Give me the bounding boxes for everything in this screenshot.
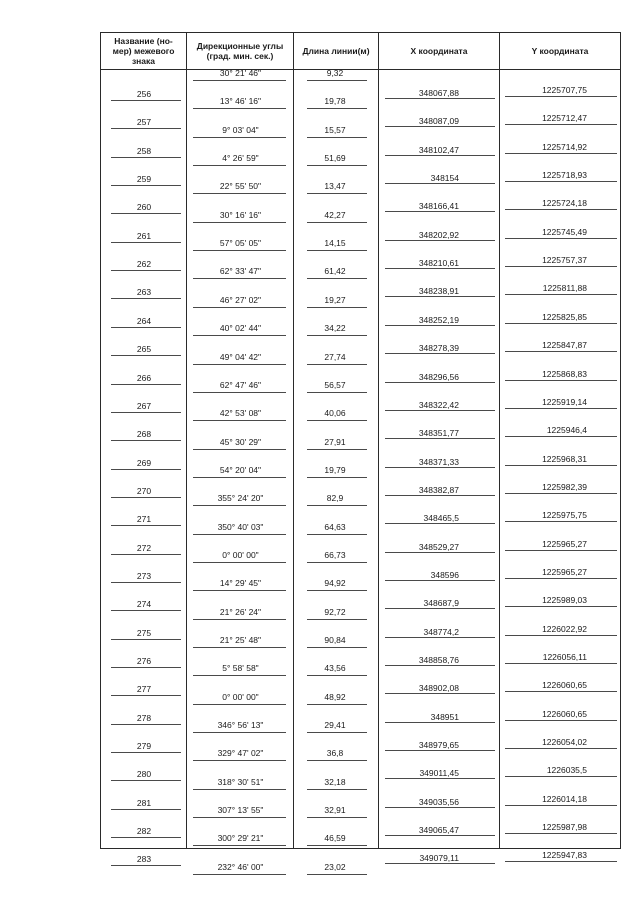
point-underline: [111, 185, 181, 186]
segment-underline: [307, 505, 367, 506]
segment-underline: [193, 222, 286, 223]
point-underline: [111, 497, 181, 498]
point-underline: [111, 412, 181, 413]
y-coordinate-value: 1225712,47: [542, 113, 587, 124]
mark-name-value: 281: [136, 797, 152, 808]
point-underline: [385, 325, 495, 326]
segment-underline: [307, 278, 367, 279]
point-underline: [505, 720, 617, 721]
mark-name-value: 272: [136, 542, 152, 553]
segment-underline: [307, 250, 367, 251]
line-length-value: 14,15: [324, 238, 346, 249]
segment-underline: [307, 80, 367, 81]
direction-angle-value: 49° 04' 42": [219, 351, 262, 362]
segment-underline: [193, 845, 286, 846]
point-underline: [385, 693, 495, 694]
x-coordinate-value: 348951: [430, 711, 459, 722]
point-underline: [111, 610, 181, 611]
point-underline: [385, 807, 495, 808]
x-coordinate-value: 348278,39: [418, 343, 459, 354]
point-underline: [505, 323, 617, 324]
mark-name-value: 279: [136, 741, 152, 752]
mark-name-value: 277: [136, 684, 152, 695]
x-coordinate-value: 349011,45: [419, 768, 459, 779]
point-underline: [505, 465, 617, 466]
segment-underline: [193, 789, 286, 790]
point-underline: [385, 467, 495, 468]
segment-underline: [307, 562, 367, 563]
segment-underline: [193, 562, 286, 563]
direction-angle-value: 0° 00' 00": [222, 549, 259, 560]
segment-underline: [193, 534, 286, 535]
point-underline: [505, 238, 617, 239]
direction-angle-value: 30° 21' 46": [219, 68, 262, 78]
point-underline: [505, 776, 617, 777]
line-length-value: 48,92: [324, 691, 346, 702]
line-length-value: 32,91: [324, 805, 346, 816]
line-length-value: 46,59: [324, 833, 346, 844]
segment-underline: [193, 193, 286, 194]
x-coordinate-value: 348687,9: [423, 598, 459, 609]
segment-underline: [307, 704, 367, 705]
point-underline: [385, 665, 495, 666]
mark-name-value: 268: [136, 429, 152, 440]
point-underline: [505, 294, 617, 295]
line-length-value: 32,18: [324, 776, 346, 787]
line-length-value: 94,92: [324, 578, 346, 589]
direction-angle-value: 4° 26' 59": [222, 153, 259, 164]
y-coordinate-value: 1225745,49: [542, 226, 587, 237]
y-coordinate-value: 1225847,87: [542, 340, 587, 351]
point-underline: [385, 778, 495, 779]
point-underline: [385, 296, 495, 297]
y-coordinate-value: 1226035,5: [546, 765, 587, 776]
segment-underline: [193, 108, 286, 109]
segment-underline: [307, 449, 367, 450]
column-divider: [499, 33, 500, 848]
point-underline: [385, 353, 495, 354]
point-underline: [505, 96, 617, 97]
y-coordinate-value: 1226054,02: [542, 737, 587, 748]
point-underline: [111, 667, 181, 668]
point-underline: [505, 408, 617, 409]
mark-name-value: 276: [136, 656, 152, 666]
y-coordinate-value: 1225757,37: [542, 255, 587, 266]
segment-underline: [193, 250, 286, 251]
point-underline: [111, 157, 181, 158]
line-length-value: 27,74: [324, 351, 346, 362]
direction-angle-value: 21° 26' 24": [219, 606, 262, 617]
point-underline: [111, 752, 181, 753]
segment-underline: [193, 619, 286, 620]
point-underline: [111, 525, 181, 526]
segment-underline: [193, 335, 286, 336]
point-underline: [505, 380, 617, 381]
y-coordinate-value: 1226060,65: [542, 708, 587, 719]
segment-underline: [307, 165, 367, 166]
segment-underline: [193, 420, 286, 421]
point-underline: [505, 833, 617, 834]
segment-underline: [307, 874, 367, 875]
direction-angle-value: 45° 30' 29": [219, 436, 262, 447]
segment-underline: [193, 732, 286, 733]
mark-name-value: 270: [136, 485, 152, 496]
point-underline: [111, 440, 181, 441]
direction-angle-value: 300° 29' 21": [217, 833, 264, 844]
direction-angle-value: 21° 25' 48": [219, 635, 262, 645]
line-length-value: 19,78: [324, 96, 346, 107]
point-underline: [111, 695, 181, 696]
point-underline: [505, 521, 617, 522]
direction-angle-value: 232° 46' 00": [217, 861, 264, 872]
line-length-value: 27,91: [324, 436, 346, 447]
mark-name-value: 262: [136, 259, 152, 270]
y-coordinate-value: 1226060,65: [542, 680, 587, 691]
line-length-value: 42,27: [324, 209, 346, 220]
y-coordinate-value: 1225724,18: [542, 198, 587, 209]
y-coordinate-value: 1225982,39: [542, 481, 587, 492]
line-length-value: 66,73: [324, 549, 346, 560]
direction-angle-value: 57° 05' 05": [219, 238, 262, 249]
point-underline: [505, 181, 617, 182]
x-coordinate-value: 348529,27: [418, 541, 459, 552]
line-length-value: 40,06: [324, 408, 346, 419]
point-underline: [111, 270, 181, 271]
segment-underline: [307, 307, 367, 308]
point-underline: [505, 436, 617, 437]
point-underline: [505, 550, 617, 551]
segment-underline: [307, 222, 367, 223]
segment-underline: [193, 817, 286, 818]
point-underline: [111, 582, 181, 583]
segment-underline: [307, 420, 367, 421]
point-underline: [505, 805, 617, 806]
direction-angle-value: 350° 40' 03": [217, 521, 264, 532]
line-length-value: 23,02: [324, 861, 346, 872]
line-length-value: 19,27: [324, 294, 346, 305]
segment-underline: [193, 364, 286, 365]
direction-angle-value: 42° 53' 08": [219, 408, 262, 419]
y-coordinate-value: 1225868,83: [542, 368, 587, 379]
direction-angle-value: 5° 58' 58": [222, 663, 259, 674]
point-underline: [385, 410, 495, 411]
point-underline: [505, 748, 617, 749]
y-coordinate-value: 1225946,4: [546, 425, 587, 436]
mark-name-value: 278: [136, 712, 152, 723]
point-underline: [111, 469, 181, 470]
point-underline: [505, 266, 617, 267]
point-underline: [385, 183, 495, 184]
segment-underline: [193, 874, 286, 875]
mark-name-value: 263: [136, 287, 152, 298]
header-direction-angle: Дирекционные углы (град. мин. сек.): [196, 41, 284, 61]
point-underline: [505, 153, 617, 154]
point-underline: [111, 724, 181, 725]
point-underline: [111, 213, 181, 214]
x-coordinate-value: 348067,88: [418, 88, 459, 98]
segment-underline: [193, 392, 286, 393]
line-length-value: 19,79: [324, 464, 346, 475]
point-underline: [505, 124, 617, 125]
mark-name-value: 269: [136, 457, 152, 468]
segment-underline: [307, 193, 367, 194]
boundary-coordinates-table: [100, 32, 621, 872]
line-length-value: 61,42: [324, 266, 346, 277]
segment-underline: [193, 278, 286, 279]
segment-underline: [307, 364, 367, 365]
segment-underline: [193, 137, 286, 138]
segment-underline: [193, 165, 286, 166]
point-underline: [111, 554, 181, 555]
x-coordinate-value: 348154: [430, 173, 459, 184]
segment-underline: [307, 647, 367, 648]
line-length-value: 56,57: [324, 379, 346, 390]
line-length-value: 29,41: [324, 720, 346, 731]
direction-angle-value: 346° 56' 13": [217, 720, 264, 731]
point-underline: [385, 240, 495, 241]
x-coordinate-value: 348351,77: [418, 428, 459, 439]
point-underline: [111, 355, 181, 356]
direction-angle-value: 30° 16' 16": [219, 209, 262, 220]
mark-name-value: 273: [136, 570, 152, 581]
segment-underline: [307, 845, 367, 846]
point-underline: [111, 128, 181, 129]
x-coordinate-value: 348252,19: [418, 314, 459, 325]
x-coordinate-value: 348296,56: [418, 371, 459, 382]
x-coordinate-value: 348202,92: [418, 229, 459, 240]
y-coordinate-value: 1226056,11: [542, 652, 587, 662]
direction-angle-value: 22° 55' 50": [219, 181, 262, 192]
direction-angle-value: 355° 24' 20": [217, 493, 264, 504]
line-length-value: 82,9: [326, 493, 344, 504]
point-underline: [111, 327, 181, 328]
header-mark-name: Название (но- мер) межевого знака: [112, 36, 175, 66]
point-underline: [111, 100, 181, 101]
segment-underline: [307, 675, 367, 676]
header-x-coordinate: X координата: [410, 46, 468, 56]
point-underline: [111, 639, 181, 640]
mark-name-value: 264: [136, 315, 152, 326]
segment-underline: [307, 392, 367, 393]
point-underline: [111, 865, 181, 866]
line-length-value: 36,8: [326, 748, 344, 759]
y-coordinate-value: 1225987,98: [542, 822, 587, 833]
direction-angle-value: 307° 13' 55": [217, 805, 264, 816]
segment-underline: [193, 760, 286, 761]
segment-underline: [193, 505, 286, 506]
y-coordinate-value: 1225989,03: [542, 595, 587, 606]
x-coordinate-value: 348371,33: [418, 456, 459, 467]
line-length-value: 90,84: [324, 635, 346, 645]
direction-angle-value: 13° 46' 16": [219, 96, 262, 107]
mark-name-value: 274: [136, 599, 152, 610]
direction-angle-value: 54° 20' 04": [219, 464, 262, 475]
x-coordinate-value: 348979,65: [418, 740, 459, 751]
point-underline: [505, 606, 617, 607]
segment-underline: [193, 477, 286, 478]
line-length-value: 13,47: [324, 181, 346, 192]
point-underline: [111, 809, 181, 810]
direction-angle-value: 9° 03' 04": [222, 124, 259, 135]
segment-underline: [307, 619, 367, 620]
x-coordinate-value: 348465,5: [423, 513, 459, 524]
x-coordinate-value: 349079,11: [419, 853, 459, 864]
segment-underline: [307, 534, 367, 535]
mark-name-value: 271: [136, 514, 152, 525]
direction-angle-value: 62° 33' 47": [219, 266, 262, 277]
mark-name-value: 275: [136, 627, 152, 638]
mark-name-value: 280: [136, 769, 152, 780]
x-coordinate-value: 348102,47: [418, 144, 459, 155]
y-coordinate-value: 1225714,92: [542, 141, 587, 152]
segment-underline: [307, 137, 367, 138]
point-underline: [385, 211, 495, 212]
x-coordinate-value: 348322,42: [418, 399, 459, 410]
segment-underline: [193, 704, 286, 705]
mark-name-value: 283: [136, 854, 152, 865]
mark-name-value: 267: [136, 400, 152, 411]
mark-name-value: 260: [136, 202, 152, 213]
x-coordinate-value: 349065,47: [418, 825, 459, 836]
direction-angle-value: 318° 30' 51": [217, 776, 264, 787]
x-coordinate-value: 348858,76: [418, 655, 459, 665]
point-underline: [385, 382, 495, 383]
point-underline: [385, 722, 495, 723]
segment-underline: [193, 647, 286, 648]
mark-name-value: 256: [136, 89, 152, 99]
mark-name-value: 259: [136, 174, 152, 185]
mark-name-value: 261: [136, 230, 152, 241]
header-y-coordinate: Y координата: [531, 46, 589, 56]
x-coordinate-value: 348774,2: [423, 626, 459, 637]
point-underline: [111, 780, 181, 781]
y-coordinate-value: 1225919,14: [542, 396, 587, 407]
y-coordinate-value: 1226022,92: [542, 623, 587, 634]
direction-angle-value: 40° 02' 44": [219, 323, 262, 334]
y-coordinate-value: 1225965,27: [542, 538, 587, 549]
point-underline: [505, 578, 617, 579]
x-coordinate-value: 348210,61: [418, 258, 459, 269]
segment-underline: [307, 590, 367, 591]
segment-underline: [307, 108, 367, 109]
mark-name-value: 257: [136, 117, 152, 128]
point-underline: [505, 691, 617, 692]
x-coordinate-value: 348596: [430, 569, 459, 580]
point-underline: [385, 552, 495, 553]
segment-underline: [307, 789, 367, 790]
x-coordinate-value: 348166,41: [418, 201, 459, 212]
point-underline: [385, 863, 495, 864]
direction-angle-value: 329° 47' 02": [217, 748, 264, 759]
header-line-length: Длина линии(м): [302, 46, 370, 56]
point-underline: [111, 384, 181, 385]
line-length-value: 64,63: [324, 521, 346, 532]
segment-underline: [307, 732, 367, 733]
line-length-value: 43,56: [324, 663, 346, 674]
line-length-value: 34,22: [324, 323, 346, 334]
mark-name-value: 258: [136, 145, 152, 156]
point-underline: [385, 608, 495, 609]
y-coordinate-value: 1225707,75: [542, 85, 587, 95]
y-coordinate-value: 1225975,75: [542, 510, 587, 521]
point-underline: [385, 750, 495, 751]
y-coordinate-value: 1225947,83: [542, 850, 587, 861]
segment-underline: [193, 675, 286, 676]
point-underline: [385, 155, 495, 156]
line-length-value: 51,69: [324, 153, 346, 164]
segment-underline: [193, 449, 286, 450]
segment-underline: [307, 335, 367, 336]
y-coordinate-value: 1225965,27: [542, 566, 587, 577]
x-coordinate-value: 349035,56: [418, 796, 459, 807]
line-length-value: 92,72: [324, 606, 346, 617]
segment-underline: [307, 817, 367, 818]
point-underline: [111, 837, 181, 838]
x-coordinate-value: 348087,09: [418, 116, 459, 127]
point-underline: [111, 242, 181, 243]
y-coordinate-value: 1225825,85: [542, 311, 587, 322]
point-underline: [505, 493, 617, 494]
segment-underline: [193, 307, 286, 308]
point-underline: [505, 351, 617, 352]
direction-angle-value: 62° 47' 46": [219, 379, 262, 390]
point-underline: [505, 635, 617, 636]
segment-underline: [307, 760, 367, 761]
segment-underline: [193, 590, 286, 591]
point-underline: [385, 523, 495, 524]
y-coordinate-value: 1225811,88: [542, 283, 587, 294]
direction-angle-value: 14° 29' 45": [219, 578, 262, 589]
segment-underline: [307, 477, 367, 478]
mark-name-value: 265: [136, 344, 152, 355]
point-underline: [385, 495, 495, 496]
direction-angle-value: 0° 00' 00": [222, 691, 259, 702]
point-underline: [385, 268, 495, 269]
point-underline: [385, 835, 495, 836]
x-coordinate-value: 348238,91: [418, 286, 459, 297]
point-underline: [385, 580, 495, 581]
point-underline: [111, 298, 181, 299]
segment-underline: [193, 80, 286, 81]
mark-name-value: 282: [136, 826, 152, 837]
point-underline: [385, 637, 495, 638]
point-underline: [505, 861, 617, 862]
y-coordinate-value: 1226014,18: [542, 793, 587, 804]
direction-angle-value: 46° 27' 02": [219, 294, 262, 305]
point-underline: [385, 126, 495, 127]
point-underline: [505, 209, 617, 210]
line-length-value: 15,57: [324, 124, 346, 135]
point-underline: [385, 98, 495, 99]
y-coordinate-value: 1225718,93: [542, 170, 587, 181]
mark-name-value: 266: [136, 372, 152, 383]
point-underline: [505, 663, 617, 664]
point-underline: [385, 438, 495, 439]
y-coordinate-value: 1225968,31: [542, 453, 587, 464]
x-coordinate-value: 348382,87: [418, 484, 459, 495]
x-coordinate-value: 348902,08: [418, 683, 459, 694]
line-length-value: 9,32: [326, 68, 344, 78]
